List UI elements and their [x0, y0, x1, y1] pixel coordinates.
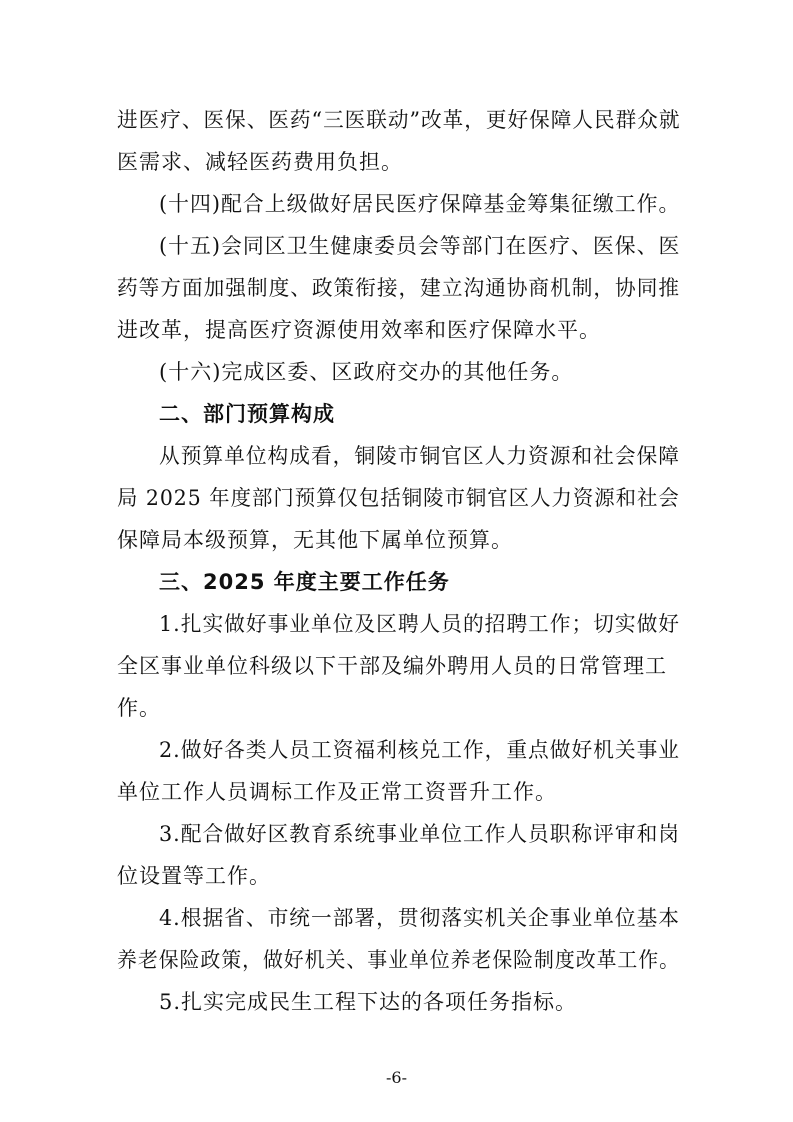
paragraph-line: 药等方面加强制度、政策衔接，建立沟通协商机制，协同推 — [117, 276, 681, 300]
paragraph-line: 作。 — [117, 696, 161, 720]
page-number: -6- — [386, 1068, 407, 1087]
paragraph-line: 医需求、减轻医药费用负担。 — [117, 150, 403, 174]
paragraph-line: (十五)会同区卫生健康委员会等部门在医疗、医保、医 — [159, 234, 681, 258]
section-heading: 三、2025 年度主要工作任务 — [159, 570, 450, 594]
paragraph-line: 局 2025 年度部门预算仅包括铜陵市铜官区人力资源和社会 — [117, 486, 680, 510]
paragraph-line: 位设置等工作。 — [117, 864, 271, 888]
paragraph-line: 5.扎实完成民生工程下达的各项任务指标。 — [159, 990, 578, 1014]
paragraph-line: 进医疗、医保、医药“三医联动”改革，更好保障人民群众就 — [117, 108, 681, 132]
paragraph-line: 养老保险政策，做好机关、事业单位养老保险制度改革工作。 — [117, 948, 680, 972]
paragraph-line: 保障局本级预算，无其他下属单位预算。 — [117, 528, 513, 552]
paragraph-line: 2.做好各类人员工资福利核兑工作，重点做好机关事业 — [159, 738, 681, 762]
paragraph-line: 3.配合做好区教育系统事业单位工作人员职称评审和岗 — [159, 822, 681, 846]
paragraph-line: (十四)配合上级做好居民医疗保障基金筹集征缴工作。 — [159, 192, 681, 216]
paragraph-line: 1.扎实做好事业单位及区聘人员的招聘工作；切实做好 — [159, 612, 681, 636]
paragraph-line: (十六)完成区委、区政府交办的其他任务。 — [159, 360, 574, 384]
section-heading: 二、部门预算构成 — [159, 402, 335, 426]
paragraph-line: 4.根据省、市统一部署，贯彻落实机关企事业单位基本 — [159, 906, 681, 930]
paragraph-line: 单位工作人员调标工作及正常工资晋升工作。 — [117, 780, 557, 804]
paragraph-line: 进改革，提高医疗资源使用效率和医疗保障水平。 — [117, 318, 601, 342]
paragraph-line: 从预算单位构成看，铜陵市铜官区人力资源和社会保障 — [159, 444, 680, 468]
paragraph-line: 全区事业单位科级以下干部及编外聘用人员的日常管理工 — [117, 654, 667, 678]
